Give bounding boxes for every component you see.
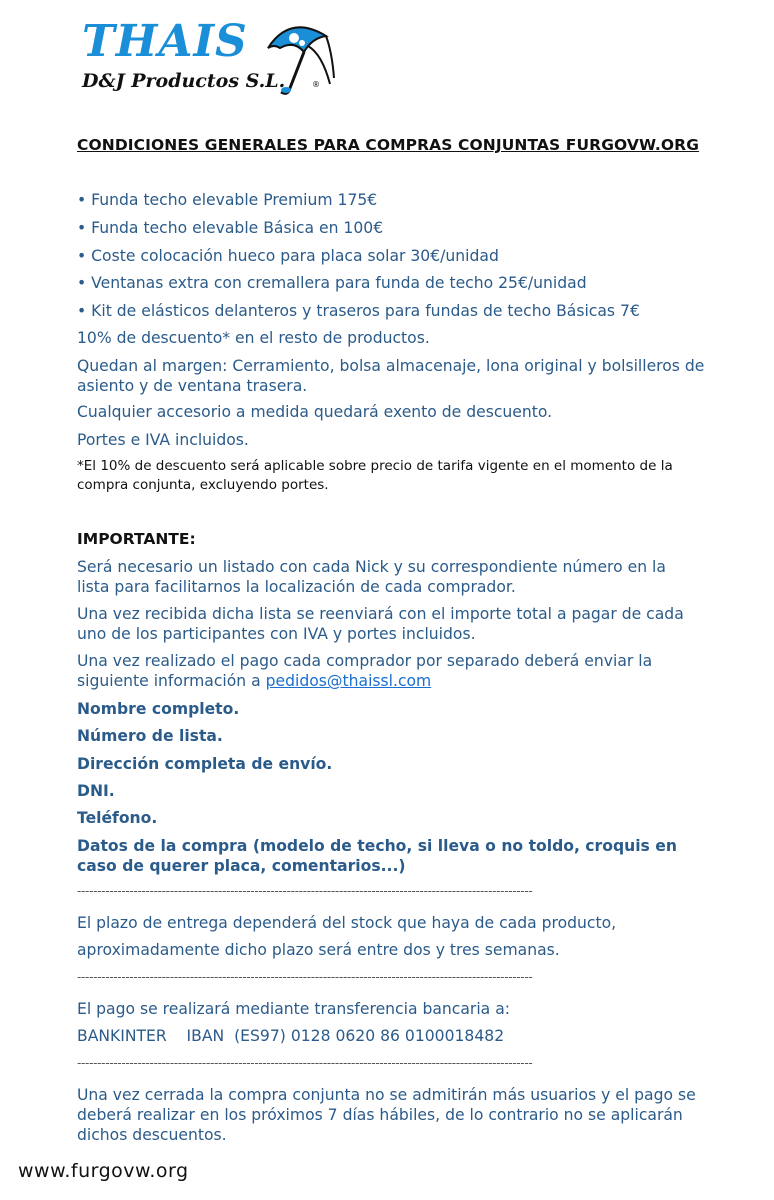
company-logo (80, 18, 350, 98)
page-title: CONDICIONES GENERALES PARA COMPRAS CONJUNTAS FURGOVW.ORG (77, 136, 700, 154)
important-paragraph: Una vez recibida dicha lista se reenviará con el importe total a pagar de cada uno de los participantes con IVA y portes incluidos. (77, 605, 684, 643)
divider: ----------------------------------------------------------------------------------------------------------------- (77, 970, 533, 984)
important-heading: IMPORTANTE: (77, 530, 196, 548)
excluded-text: Quedan al margen: Cerramiento, bolsa almacenaje, lona original y bolsilleros de asiento y de ventana trasera. (77, 357, 705, 395)
footnote: *El 10% de descuento será aplicable sobre precio de tarifa vigente en el momento de la compra conjunta, excluyendo portes. (77, 458, 673, 493)
list-item: • Coste colocación hueco para placa solar 30€/unidad (77, 247, 499, 265)
delivery-text: aproximadamente dicho plazo será entre dos y tres semanas. (77, 941, 560, 959)
field-phone: Teléfono. (77, 809, 158, 827)
divider: ----------------------------------------------------------------------------------------------------------------- (77, 1056, 533, 1070)
divider: ----------------------------------------------------------------------------------------------------------------- (77, 884, 533, 898)
important-paragraph: Será necesario un listado con cada Nick y su correspondiente número en la lista para facilitarnos la localización de cada comprador. (77, 558, 666, 596)
closing-text: Una vez cerrada la compra conjunta no se admitirán más usuarios y el pago se deberá realizar en los próximos 7 días hábiles, de lo contrario no se aplicarán dichos descuentos. (77, 1086, 696, 1144)
registered-mark: ® (312, 80, 320, 89)
bank-details: BANKINTER IBAN (ES97) 0128 0620 86 0100018482 (77, 1027, 505, 1045)
delivery-text: El plazo de entrega dependerá del stock que haya de cada producto, (77, 914, 617, 932)
shipping-note: Portes e IVA incluidos. (77, 431, 249, 449)
field-purchase-data: Datos de la compra (modelo de techo, si lleva o no toldo, croquis en caso de querer placa, comentarios...) (77, 837, 677, 875)
field-dni: DNI. (77, 782, 115, 800)
discount-text: 10% de descuento* en el resto de productos. (77, 329, 430, 347)
list-item: • Funda techo elevable Básica en 100€ (77, 219, 384, 237)
logo-brand: THAIS (82, 16, 248, 67)
email-link[interactable]: pedidos@thaissl.com (265, 672, 432, 690)
field-name: Nombre completo. (77, 700, 240, 718)
payment-text: El pago se realizará mediante transferencia bancaria a: (77, 1000, 511, 1018)
info-request-text: Una vez realizado el pago cada comprador por separado deberá enviar la siguiente información a (77, 652, 653, 690)
list-item: • Ventanas extra con cremallera para funda de techo 25€/unidad (77, 274, 587, 292)
list-item: • Funda techo elevable Premium 175€ (77, 191, 378, 209)
field-list-number: Número de lista. (77, 727, 223, 745)
list-item: • Kit de elásticos delanteros y traseros para fundas de techo Básicas 7€ (77, 302, 640, 320)
footer-url: www.furgovw.org (18, 1160, 189, 1182)
field-address: Dirección completa de envío. (77, 755, 333, 773)
important-paragraph (77, 651, 687, 691)
logo-company: D&J Productos S.L. (82, 70, 286, 92)
custom-note: Cualquier accesorio a medida quedará exento de descuento. (77, 403, 553, 421)
